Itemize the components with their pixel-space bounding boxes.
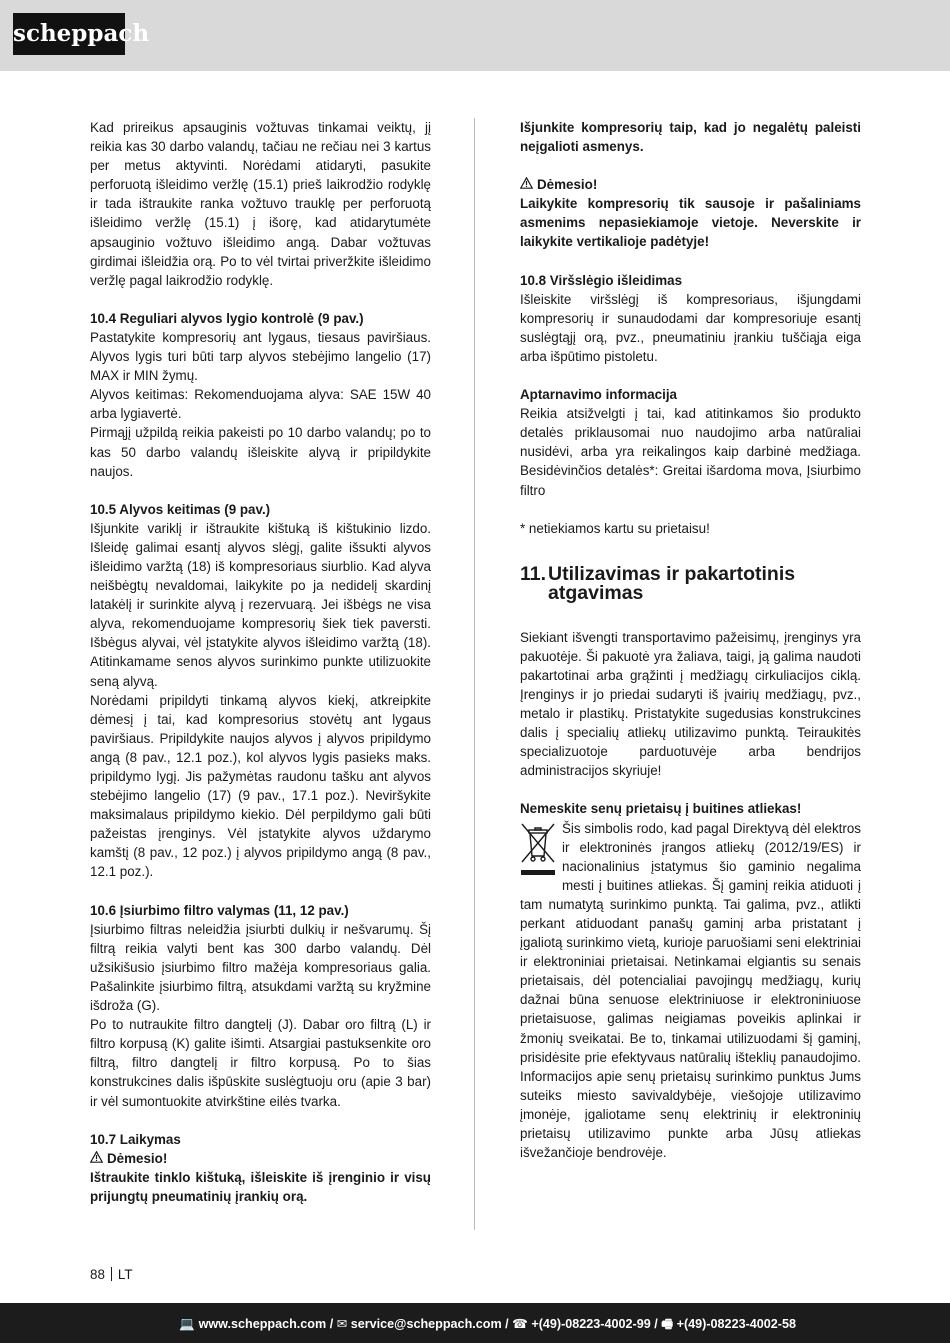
heading-11-text: Utilizavimas ir pakartotinis atgavimas [548, 562, 796, 605]
intro-paragraph: Kad prireikus apsauginis vožtuvas tinkamai veiktų, jį reikia kas 30 darbo valandų, tačiau ne rečiau nei 3 kartus per metus aktyvinti. Norėdami atidaryti, pasukite perforuotą išleidimo veržlę (15.1) prieš laikrodžio rodyklę ir tada ištraukite ranka vožtuvo trauklę per perforuotą išleidimo veržlę (15.1) į išorę, kad atidarytumėte apsauginio vožtuvo išleidimo angą. Dabar vožtuvas girdimai išleidžia orą. Po to vėl tvirtai priveržkite išleidimo veržlę pagal laikrodžio rodyklę. [90, 120, 431, 288]
heading-weee: Nemeskite senų prietaisų į buitines atliekas! [520, 801, 802, 817]
page-number-separator [111, 1267, 112, 1281]
heading-10-7: 10.7 Laikymas [90, 1131, 181, 1147]
paragraph-top-bold: Išjunkite kompresorių taip, kad jo negalėtų paleisti neįgalioti asmenys. [520, 120, 861, 155]
weee-block [520, 819, 861, 1163]
phone-icon: ☎ [512, 1317, 528, 1331]
page-number [90, 1265, 133, 1284]
footer-phone: +(49)-08223-4002-99 / [531, 1317, 658, 1331]
footer-band [0, 1303, 950, 1343]
paragraph-10-5-a: Išjunkite variklį ir ištraukite kištuką iš kištukinio lizdo. Išleidę galimai esantį alyvos slėgį, galite išsukti alyvos išleidimo varžtą (18) iš kompresoriaus siurblio. Kad alyva neišbėgtų nevaldomai, laikykite po ja nedidelį skardinį latakėlį ir surinkite alyvą į rezervuarą. Jei išbėgs ne visa alyva, rekomenduojame kompresorių šiek tiek paversti. Išbėgus alyvai, vėl įstatykite alyvos išleidimo varžtą (18). Atitinkamame senos alyvos surinkimo punkte utilizuokite seną alyvą. [90, 520, 431, 689]
warning-icon [90, 1151, 103, 1163]
fax-icon: 🖷 [661, 1317, 674, 1331]
paragraph-warning-bold: Laikykite kompresorių tik sausoje ir pašaliniams asmenims nepasiekiamoje vietoje. Neverskite ir laikykite vertikalioje padėtyje! [520, 196, 861, 250]
heading-10-8: 10.8 Viršslėgio išleidimas [520, 272, 683, 288]
paragraph-10-6-b: Po to nutraukite filtro dangtelį (J). Dabar oro filtrą (L) ir filtro korpusą (K) galite išimti. Atsargiai pastuksenkite oro filtrą, filtro dangtelį ir filtro korpusą. Po to šias konstrukcines dalis išpūskite suslėgtuoju oru (apie 3 bar) ir vėl sumontuokite atvirkštine eilės tvarka. [90, 1017, 431, 1109]
right-column [520, 118, 861, 1162]
paragraph-10-4-c: Pirmąjį užpildą reikia pakeisti po 10 darbo valandų; po to kas 50 darbo valandų išleiskite alyvą ir pripildykite naujos. [90, 425, 431, 479]
header-band [0, 0, 950, 71]
paragraph-10-8: Išleiskite viršslėgį iš kompresoriaus, išjungdami kompresorių ir sunaudodami dar kompresoriuje esantį suslėgtąjį orą, pvz., pneumatiniu įrankiu tuščiąja eiga arba išpūtimo pistoletu. [520, 291, 861, 364]
paragraph-11: Siekiant išvengti transportavimo pažeisimų, įrenginys yra pakuotėje. Ši pakuotė yra žaliava, taigi, ją galima naudoti pakartotinai arba grąžinti į medžiagų cirkuliacijos ciklą. Įrenginys ir jo priedai sudaryti iš įvairių medžiagų, pvz., metalo ir plastikų. Pristatykite sugedusias konstrukcines dalis į specialių atliekų utilizavimo punktą. Teiraukitės specializuotoje parduotuvėje arba bendrijos administracijos skyriuje! [520, 629, 861, 779]
heading-service: Aptarnavimo informacija [520, 387, 678, 403]
warning-line [90, 1149, 431, 1168]
paragraph-note: * netiekiamos kartu su prietaisu! [520, 520, 710, 536]
heading-10-6: 10.6 Įsiurbimo filtro valymas (11, 12 pav.) [90, 902, 349, 918]
envelope-icon: ✉ [336, 1317, 348, 1331]
warning-label: Dėmesio! [537, 177, 598, 193]
heading-11-number: 11. [520, 562, 547, 585]
left-column [90, 118, 431, 1206]
paragraph-10-5-b: Norėdami pripildyti tinkamą alyvos kiekį, atkreipkite dėmesį į tai, kad kompresorius stovėtų ant lygaus paviršiaus. Pripildykite naujos alyvos į alyvos pripildymo angą (8 pav., 12.1 poz.), kol alyvos lygis pasieks maks. pripildymo lygį. Jis pažymėtas raudonu tašku ant alyvos stebėjimo langelio (17) (9 pav., 17.1 poz.). Neviršykite maksimalaus pripildymo kiekio. Dėl perpildymo gali būti pažeistas įrenginys. Vėl įstatykite alyvos uždarymo kamštį (8 pav., 12 poz.) į alyvos pripildymo angą (8 pav., 12.1 poz.). [90, 692, 431, 880]
paragraph-10-7-bold: Ištraukite tinklo kištuką, išleiskite iš įrenginio ir visų prijungtų pneumatinių įrankių orą. [90, 1169, 431, 1204]
footer-fax: +(49)-08223-4002-58 [676, 1317, 796, 1331]
heading-10-5: 10.5 Alyvos keitimas (9 pav.) [90, 501, 271, 517]
heading-10-4: 10.4 Reguliari alyvos lygio kontrolė (9 pav.) [90, 310, 364, 326]
footer-contacts [179, 1315, 796, 1336]
warning-label: Dėmesio! [107, 1150, 168, 1166]
page-language: LT [117, 1267, 133, 1282]
scheppach-logo: scheppach [13, 13, 125, 55]
heading-11 [520, 562, 861, 605]
paragraph-10-4-b: Alyvos keitimas: Rekomenduojama alyva: SAE 15W 40 arba lygiavertė. [90, 387, 431, 422]
crossed-out-bin-icon [520, 822, 556, 882]
warning-line-2 [520, 175, 861, 194]
paragraph-10-4-a: Pastatykite kompresorių ant lygaus, tiesaus paviršiaus. Alyvos lygis turi būti tarp alyvos stebėjimo langelio (17) MAX ir MIN žymų. [90, 329, 431, 384]
warning-icon [520, 177, 533, 189]
paragraph-10-6-a: Įsiurbimo filtras neleidžia įsiurbti dulkių ir nešvarumų. Šį filtrą reikia valyti bent kas 300 darbo valandų. Dėl užsikišusio įsiurbimo filtro mažėja kompresoriaus galia. Pašalinkite įsiurbimo filtrą, atsukdami varžtą su kryžmine išdroža (G). [90, 921, 431, 1014]
column-divider [474, 118, 475, 1230]
footer-email[interactable]: service@scheppach.com / [350, 1317, 509, 1331]
paragraph-weee: Šis simbolis rodo, kad pagal Direktyvą dėl elektros ir elektroninės įrangos atliekų (2012/19/ES) ir nacionalinius įstatymus šio gaminio negalima mesti į buitines atliekas. Šį gaminį reikia atiduoti į tam numatytą surinkimo punktą. Tai galima, pvz., atlikti perkant atiduodant panašų gaminį arba pristatant į įgaliotą surinkimo vietą, kurioje paruošiami seni elektriniai ir elektroniniai prietaisai. Netinkamai elgiantis su senais prietaisais, dėl potencialiai pavojingų medžiagų, kurių dažnai būna senuose elektriniuose ir elektroniniuose prietaisuose, galimas neigiamas poveikis aplinkai ir žmonių sveikatai. Be to, tinkamai utilizuodami šį gaminį, prisidėsite prie efektyvaus natūralių išteklių panaudojimo. Informacijos apie senų prietaisų surinkimo punktus Jums suteiks miesto savivaldybėje, viešojoje utilizavimo įmonėje, įgaliotame senų elektrinių ir elektroninių prietaisų utilizavimo punkte arba Jūsų atliekas išvežančioje bendrovėje. [520, 820, 861, 1161]
footer-website[interactable]: www.scheppach.com / [198, 1317, 334, 1331]
page-number-value: 88 [90, 1267, 105, 1282]
paragraph-service: Reikia atsižvelgti į tai, kad atitinkamos šio produkto detalės priklausomai nuo naudojimo arba natūraliai nusidėvi, arba yra reikalingos kaip darbinė medžiaga. Besidėvinčios detalės*: Greitai išardoma mova, Įsiurbimo filtro [520, 406, 861, 498]
computer-icon: 💻 [179, 1317, 196, 1331]
